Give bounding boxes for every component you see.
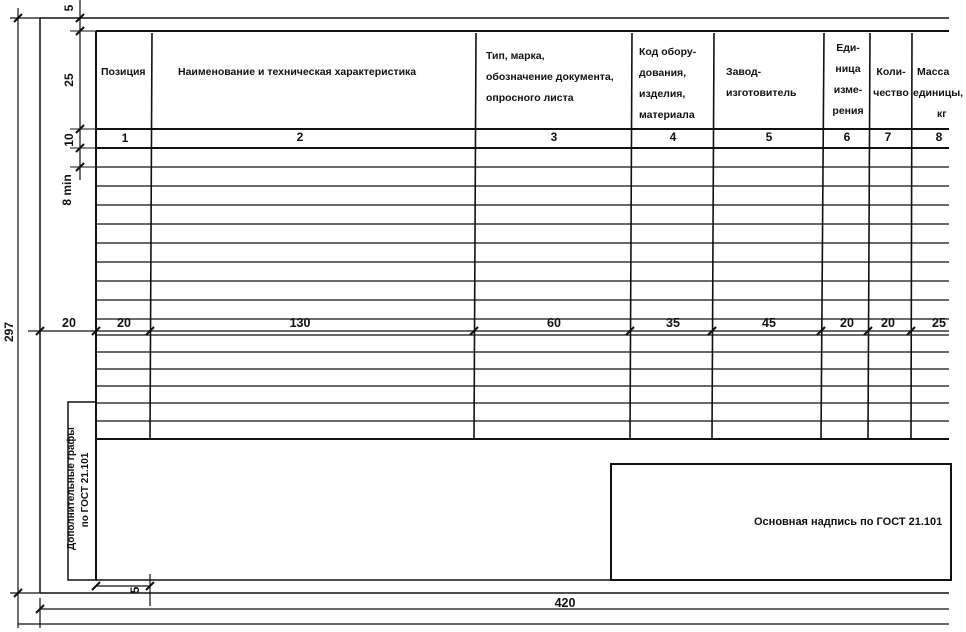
- header-name: Наименование и техническая характеристика: [178, 66, 417, 78]
- dim-number-row: 10: [62, 133, 76, 147]
- column-number-2: 2: [296, 130, 304, 144]
- column-number-1: 1: [121, 131, 129, 145]
- title-block-label: Основная надпись по ГОСТ 21.101: [754, 516, 943, 528]
- dim-sheet-height: 297: [2, 321, 16, 343]
- column-number-5: 5: [765, 130, 773, 144]
- column-number-3: 3: [550, 130, 558, 144]
- extra-columns-label: Дополнительные графы по ГОСТ 21.101: [66, 427, 91, 550]
- header-type: Тип, марка, обозначение документа, опросного листа: [486, 50, 614, 104]
- header-unit: Еди- ница изме- рения: [832, 42, 864, 117]
- dim-bottom-margin: 5: [128, 586, 142, 594]
- header-manufacturer: Завод- изготовитель: [726, 66, 797, 99]
- header-position: Позиция: [101, 66, 146, 78]
- dim-header-height: 25: [62, 73, 76, 87]
- dim-col-6: 20: [840, 316, 854, 330]
- column-number-7: 7: [884, 130, 892, 144]
- dim-col-3: 60: [547, 316, 561, 330]
- dim-top-margin: 5: [62, 4, 76, 12]
- dim-col-1: 20: [117, 316, 131, 330]
- column-number-6: 6: [843, 130, 851, 144]
- column-number-4: 4: [669, 130, 677, 144]
- header-quantity: Коли- чество: [873, 66, 909, 99]
- dim-row-height: 8 min: [60, 174, 74, 206]
- dim-col-2: 130: [289, 316, 311, 330]
- dim-sheet-width: 420: [554, 596, 576, 610]
- dim-col-8: 25: [932, 316, 946, 330]
- dim-col-4: 35: [666, 316, 680, 330]
- header-mass: Масса единицы, кг: [913, 66, 964, 120]
- column-number-8: 8: [935, 130, 943, 144]
- dim-left-margin: 20: [62, 316, 76, 330]
- dim-col-5: 45: [762, 316, 776, 330]
- dim-col-7: 20: [881, 316, 895, 330]
- header-code: Код обору- дования, изделия, материала: [639, 46, 697, 121]
